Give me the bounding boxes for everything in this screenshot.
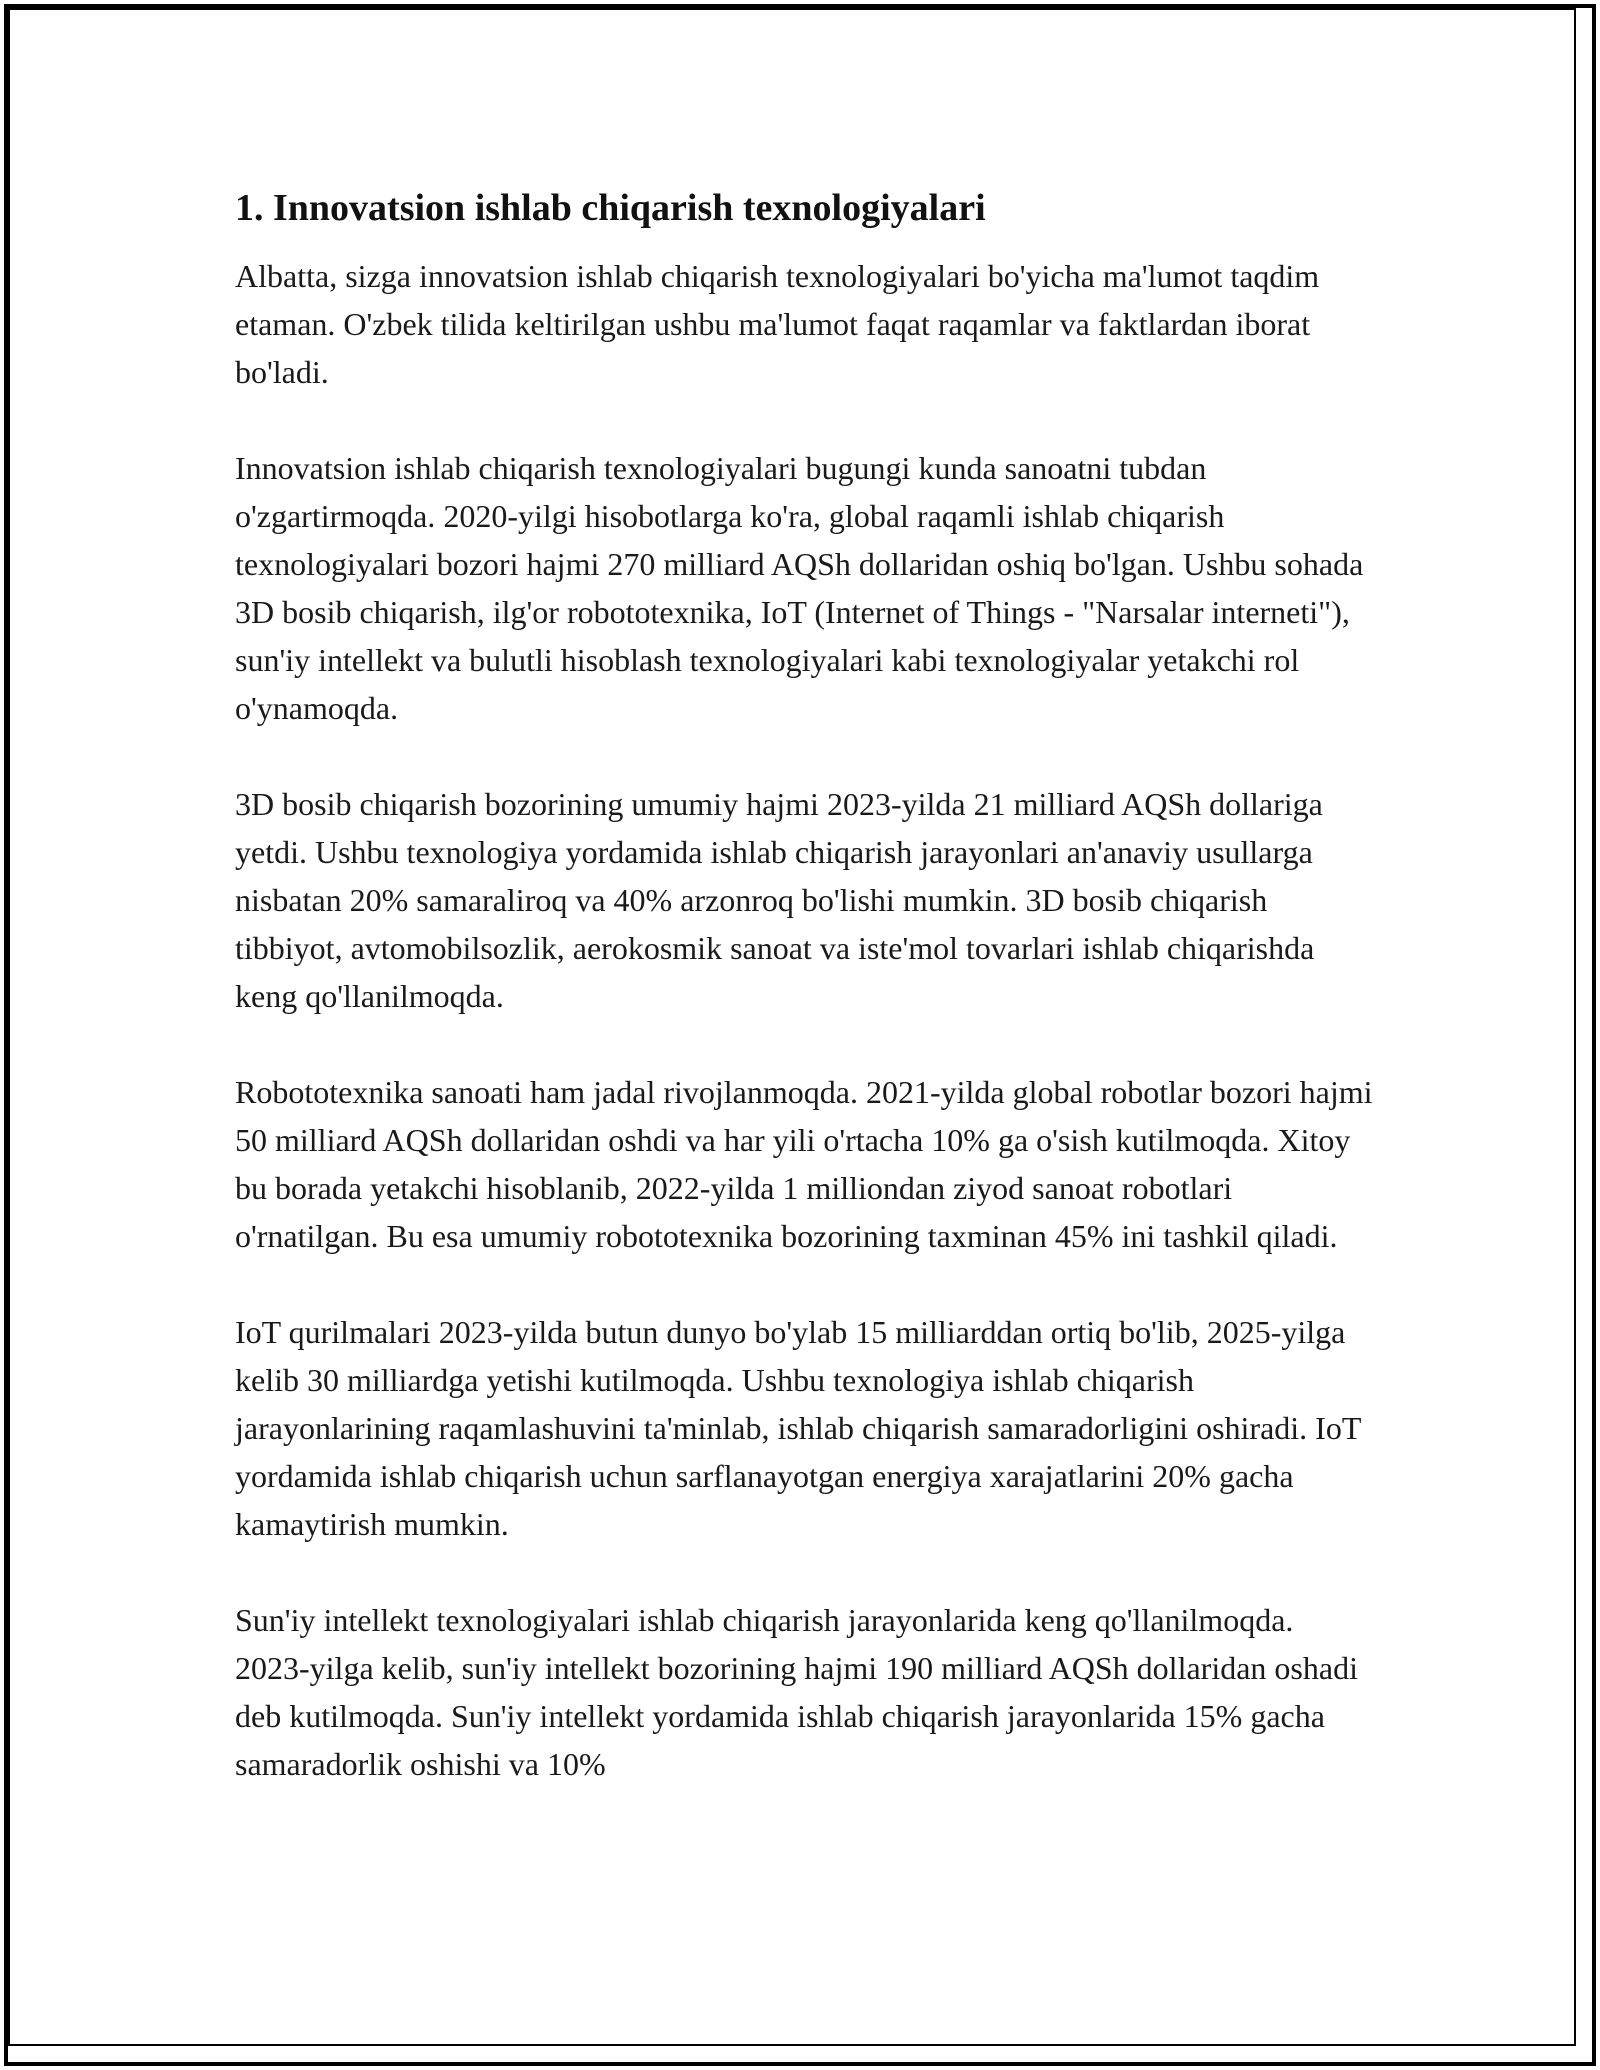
paragraph-ai: Sun'iy intellekt texnologiyalari ishlab chiqarish jarayonlarida keng qo'llanilmoqda. 2023-yilga kelib, sun'iy intellekt bozorining hajmi 190 milliard AQSh dollaridan oshadi deb kutilmoqda. Sun'iy intellekt yordamida ishlab chiqarish jarayonlarida 15% gacha samaradorlik oshishi va 10% [235, 1602, 1358, 1782]
paragraph-3d-printing: 3D bosib chiqarish bozorining umumiy hajmi 2023-yilda 21 milliard AQSh dollariga yetdi. Ushbu texnologiya yordamida ishlab chiqarish jarayonlari an'anaviy usullarga nisbatan 20% samaraliroq va 40% arzonroq bo'lishi mumkin. 3D bosib chiqarish tibbiyot, avtomobilsozlik, aerokosmik sanoat va iste'mol tovarlari ishlab chiqarishda keng qo'llanilmoqda. [235, 786, 1323, 1014]
section-heading: 1. Innovatsion ishlab chiqarish texnologiyalari [235, 187, 986, 229]
paragraph-intro: Albatta, sizga innovatsion ishlab chiqarish texnologiyalari bo'yicha ma'lumot taqdim etaman. O'zbek tilida keltirilgan ushbu ma'lumot faqat raqamlar va faktlardan iborat bo'ladi. [235, 258, 1320, 390]
paragraph-overview: Innovatsion ishlab chiqarish texnologiyalari bugungi kunda sanoatni tubdan o'zgartirmoqda. 2020-yilgi hisobotlarga ko'ra, global raqamli ishlab chiqarish texnologiyalari bozori hajmi 270 milliard AQSh dollaridan oshiq bo'lgan. Ushbu sohada 3D bosib chiqarish, ilg'or robototexnika, IoT (Internet of Things - "Narsalar interneti"), sun'iy intellekt va bulutli hisoblash texnologiyalari kabi texnologiyalar yetakchi rol o'ynamoqda. [235, 450, 1364, 726]
paragraph-robotics: Robototexnika sanoati ham jadal rivojlanmoqda. 2021-yilda global robotlar bozori hajmi 50 milliard AQSh dollaridan oshdi va har yili o'rtacha 10% ga o'sish kutilmoqda. Xitoy bu borada yetakchi hisoblanib, 2022-yilda 1 milliondan ziyod sanoat robotlari o'rnatilgan. Bu esa umumiy robototexnika bozorining taxminan 45% ini tashkil qiladi. [235, 1074, 1373, 1254]
paragraph-iot: IoT qurilmalari 2023-yilda butun dunyo bo'ylab 15 milliarddan ortiq bo'lib, 2025-yilga kelib 30 milliardga yetishi kutilmoqda. Ushbu texnologiya ishlab chiqarish jarayonlarining raqamlashuvini ta'minlab, ishlab chiqarish samaradorligini oshiradi. IoT yordamida ishlab chiqarish uchun sarflanayotgan energiya xarajatlarini 20% gacha kamaytirish mumkin. [235, 1314, 1361, 1542]
document-body [235, 184, 1375, 1836]
